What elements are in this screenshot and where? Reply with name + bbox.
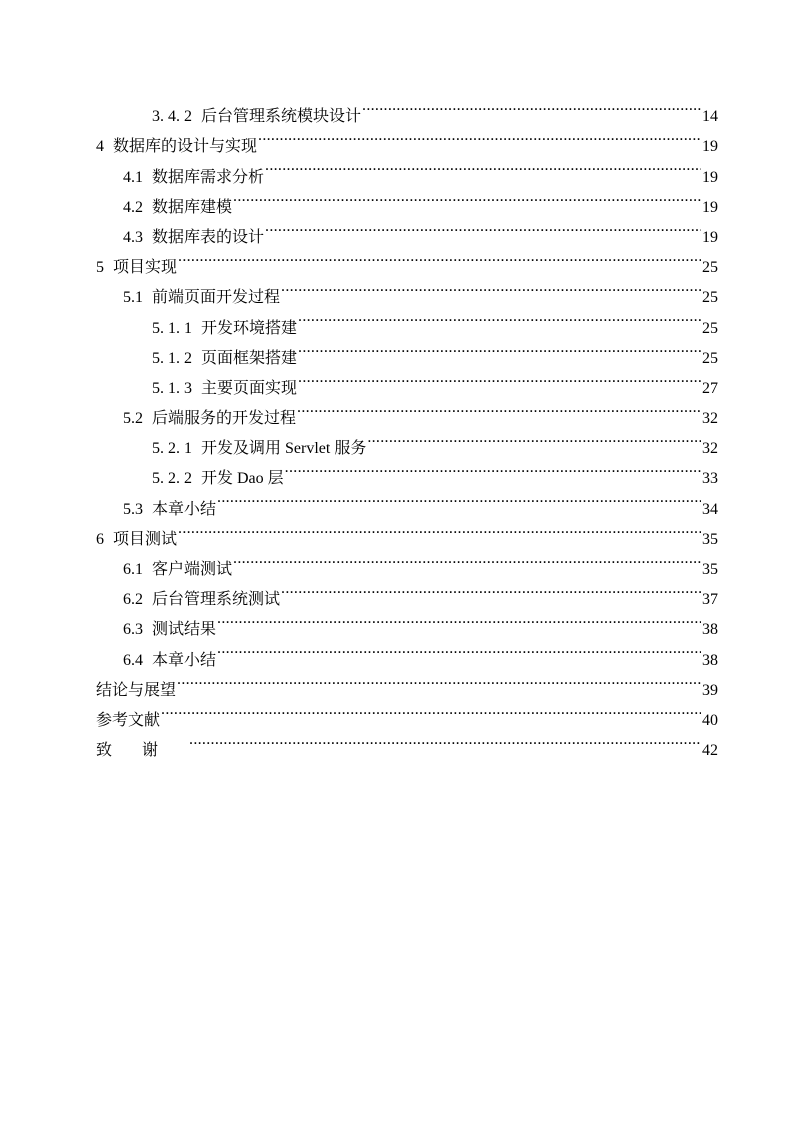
toc-entry-title: 后端服务的开发过程 (152, 410, 297, 428)
toc-entry-page: 19 (702, 198, 718, 216)
toc-entry[interactable] (0, 604, 793, 639)
toc-entry-number: 5. 2. 1 (152, 440, 192, 458)
toc-entry[interactable] (0, 272, 793, 307)
toc-entry-number: 4.2 (123, 198, 143, 216)
toc-entry-title: 数据库需求分析 (152, 168, 265, 186)
toc-dot-leader (161, 695, 701, 725)
toc-entry-page: 38 (702, 651, 718, 669)
toc-dot-leader (298, 333, 701, 363)
toc-dot-leader (265, 212, 701, 242)
toc-entry-page: 25 (702, 259, 718, 277)
toc-entry[interactable] (0, 695, 793, 729)
toc-entry[interactable] (0, 665, 793, 699)
toc-entry-page: 37 (702, 591, 718, 609)
toc-entry-number: 6.4 (123, 651, 143, 669)
toc-dot-leader (258, 121, 701, 151)
toc-entry[interactable] (0, 242, 793, 277)
toc-entry-title: 本章小结 (152, 500, 217, 518)
toc-entry-page: 32 (702, 410, 718, 428)
toc-entry[interactable] (0, 393, 793, 428)
toc-dot-leader (265, 151, 701, 181)
toc-entry[interactable] (0, 91, 793, 126)
toc-entry-title: 页面框架搭建 (201, 349, 298, 367)
toc-entry-title: 本章小结 (152, 651, 217, 669)
toc-entry-number: 3. 4. 2 (152, 108, 192, 126)
toc-entry-page: 42 (702, 742, 718, 760)
toc-entry[interactable] (0, 121, 793, 156)
toc-dot-leader (367, 423, 701, 453)
toc-dot-leader (298, 363, 701, 393)
toc-entry-number: 5. 1. 2 (152, 349, 192, 367)
toc-entry-title: 前端页面开发过程 (152, 289, 281, 307)
toc-entry-page: 19 (702, 138, 718, 156)
toc-dot-leader (217, 634, 701, 664)
toc-entry[interactable] (0, 151, 793, 186)
toc-entry-number: 4.3 (123, 228, 143, 246)
toc-entry-title: 开发 Dao 层 (201, 470, 284, 488)
toc-dot-leader (177, 665, 701, 695)
toc-dot-leader (281, 574, 701, 604)
toc-entry-page: 25 (702, 289, 718, 307)
toc-entry-page: 39 (702, 681, 718, 699)
toc-entry-number: 5.1 (123, 289, 143, 307)
toc-entry-page: 38 (702, 621, 718, 639)
toc-entry[interactable] (0, 574, 793, 609)
toc-entry-title: 数据库建模 (152, 198, 233, 216)
toc-entry-title: 后台管理系统测试 (152, 591, 281, 609)
toc-entry-title: 客户端测试 (152, 561, 233, 578)
toc-dot-leader (281, 272, 701, 302)
toc-entry-page: 27 (702, 379, 718, 397)
toc-entry[interactable] (0, 333, 793, 367)
toc-dot-leader (285, 453, 701, 483)
toc-entry-page: 19 (702, 228, 718, 246)
toc-entry-number: 5. 2. 2 (152, 470, 192, 488)
toc-entry-title: 后台管理系统模块设计 (201, 108, 362, 126)
toc-entry-title: 参考文献 (96, 711, 161, 729)
toc-entry[interactable] (0, 182, 793, 216)
toc-entry-page: 25 (702, 319, 718, 337)
toc-dot-leader (233, 544, 701, 574)
toc-entry[interactable] (0, 423, 793, 458)
toc-dot-leader (178, 242, 701, 272)
toc-entry[interactable] (0, 634, 793, 669)
toc-entry-number: 5 (96, 259, 104, 277)
toc-entry[interactable] (0, 483, 793, 518)
toc-entry-title: 开发及调用 Servlet 服务 (201, 440, 367, 458)
toc-entry-number: 6.3 (123, 621, 143, 639)
toc-entry-title: 数据库表的设计 (152, 228, 265, 246)
toc-dot-leader (178, 514, 701, 544)
toc-dot-leader (217, 483, 701, 513)
toc-entry-title: 致谢 (96, 742, 189, 760)
toc-dot-leader (233, 182, 701, 212)
toc-entry[interactable] (0, 514, 793, 548)
toc-entry-number: 4.1 (123, 168, 143, 186)
toc-dot-leader (362, 91, 701, 121)
toc-dot-leader (217, 604, 701, 634)
toc-entry-page: 33 (702, 470, 718, 488)
toc-entry-page: 14 (702, 108, 718, 126)
toc-entry-title: 主要页面实现 (201, 379, 298, 397)
toc-entry-title: 开发环境搭建 (201, 319, 298, 337)
toc-entry[interactable] (0, 453, 793, 488)
toc-entry-title: 项目实现 (113, 259, 178, 277)
toc-entry-number: 5. 1. 3 (152, 379, 192, 397)
toc-entry[interactable] (0, 212, 793, 246)
toc-entry-number: 6.1 (123, 561, 143, 578)
toc-dot-leader (298, 302, 701, 332)
toc-entry-page: 25 (702, 349, 718, 367)
toc-entry-number: 5.3 (123, 500, 143, 518)
toc-dot-leader (297, 393, 701, 423)
toc-entry-number: 6 (96, 530, 104, 548)
toc-entry-page: 40 (702, 711, 718, 729)
toc-entry-title: 项目测试 (113, 530, 178, 548)
table-of-contents (0, 91, 793, 760)
toc-entry-title: 结论与展望 (96, 681, 177, 699)
toc-entry-number: 5. 1. 1 (152, 319, 192, 337)
toc-entry-page: 35 (702, 561, 718, 578)
toc-entry-page: 19 (702, 168, 718, 186)
toc-entry[interactable] (0, 363, 793, 397)
toc-entry-title: 数据库的设计与实现 (113, 138, 258, 156)
toc-entry-page: 34 (702, 500, 718, 518)
toc-entry-title: 测试结果 (152, 621, 217, 639)
toc-entry[interactable] (0, 302, 793, 337)
toc-entry-number: 6.2 (123, 591, 143, 609)
toc-entry[interactable] (0, 725, 793, 760)
toc-dot-leader (189, 725, 701, 755)
toc-entry-page: 35 (702, 530, 718, 548)
toc-entry[interactable] (0, 544, 793, 578)
toc-entry-number: 5.2 (123, 410, 143, 428)
toc-entry-page: 32 (702, 440, 718, 458)
toc-entry-number: 4 (96, 138, 104, 156)
